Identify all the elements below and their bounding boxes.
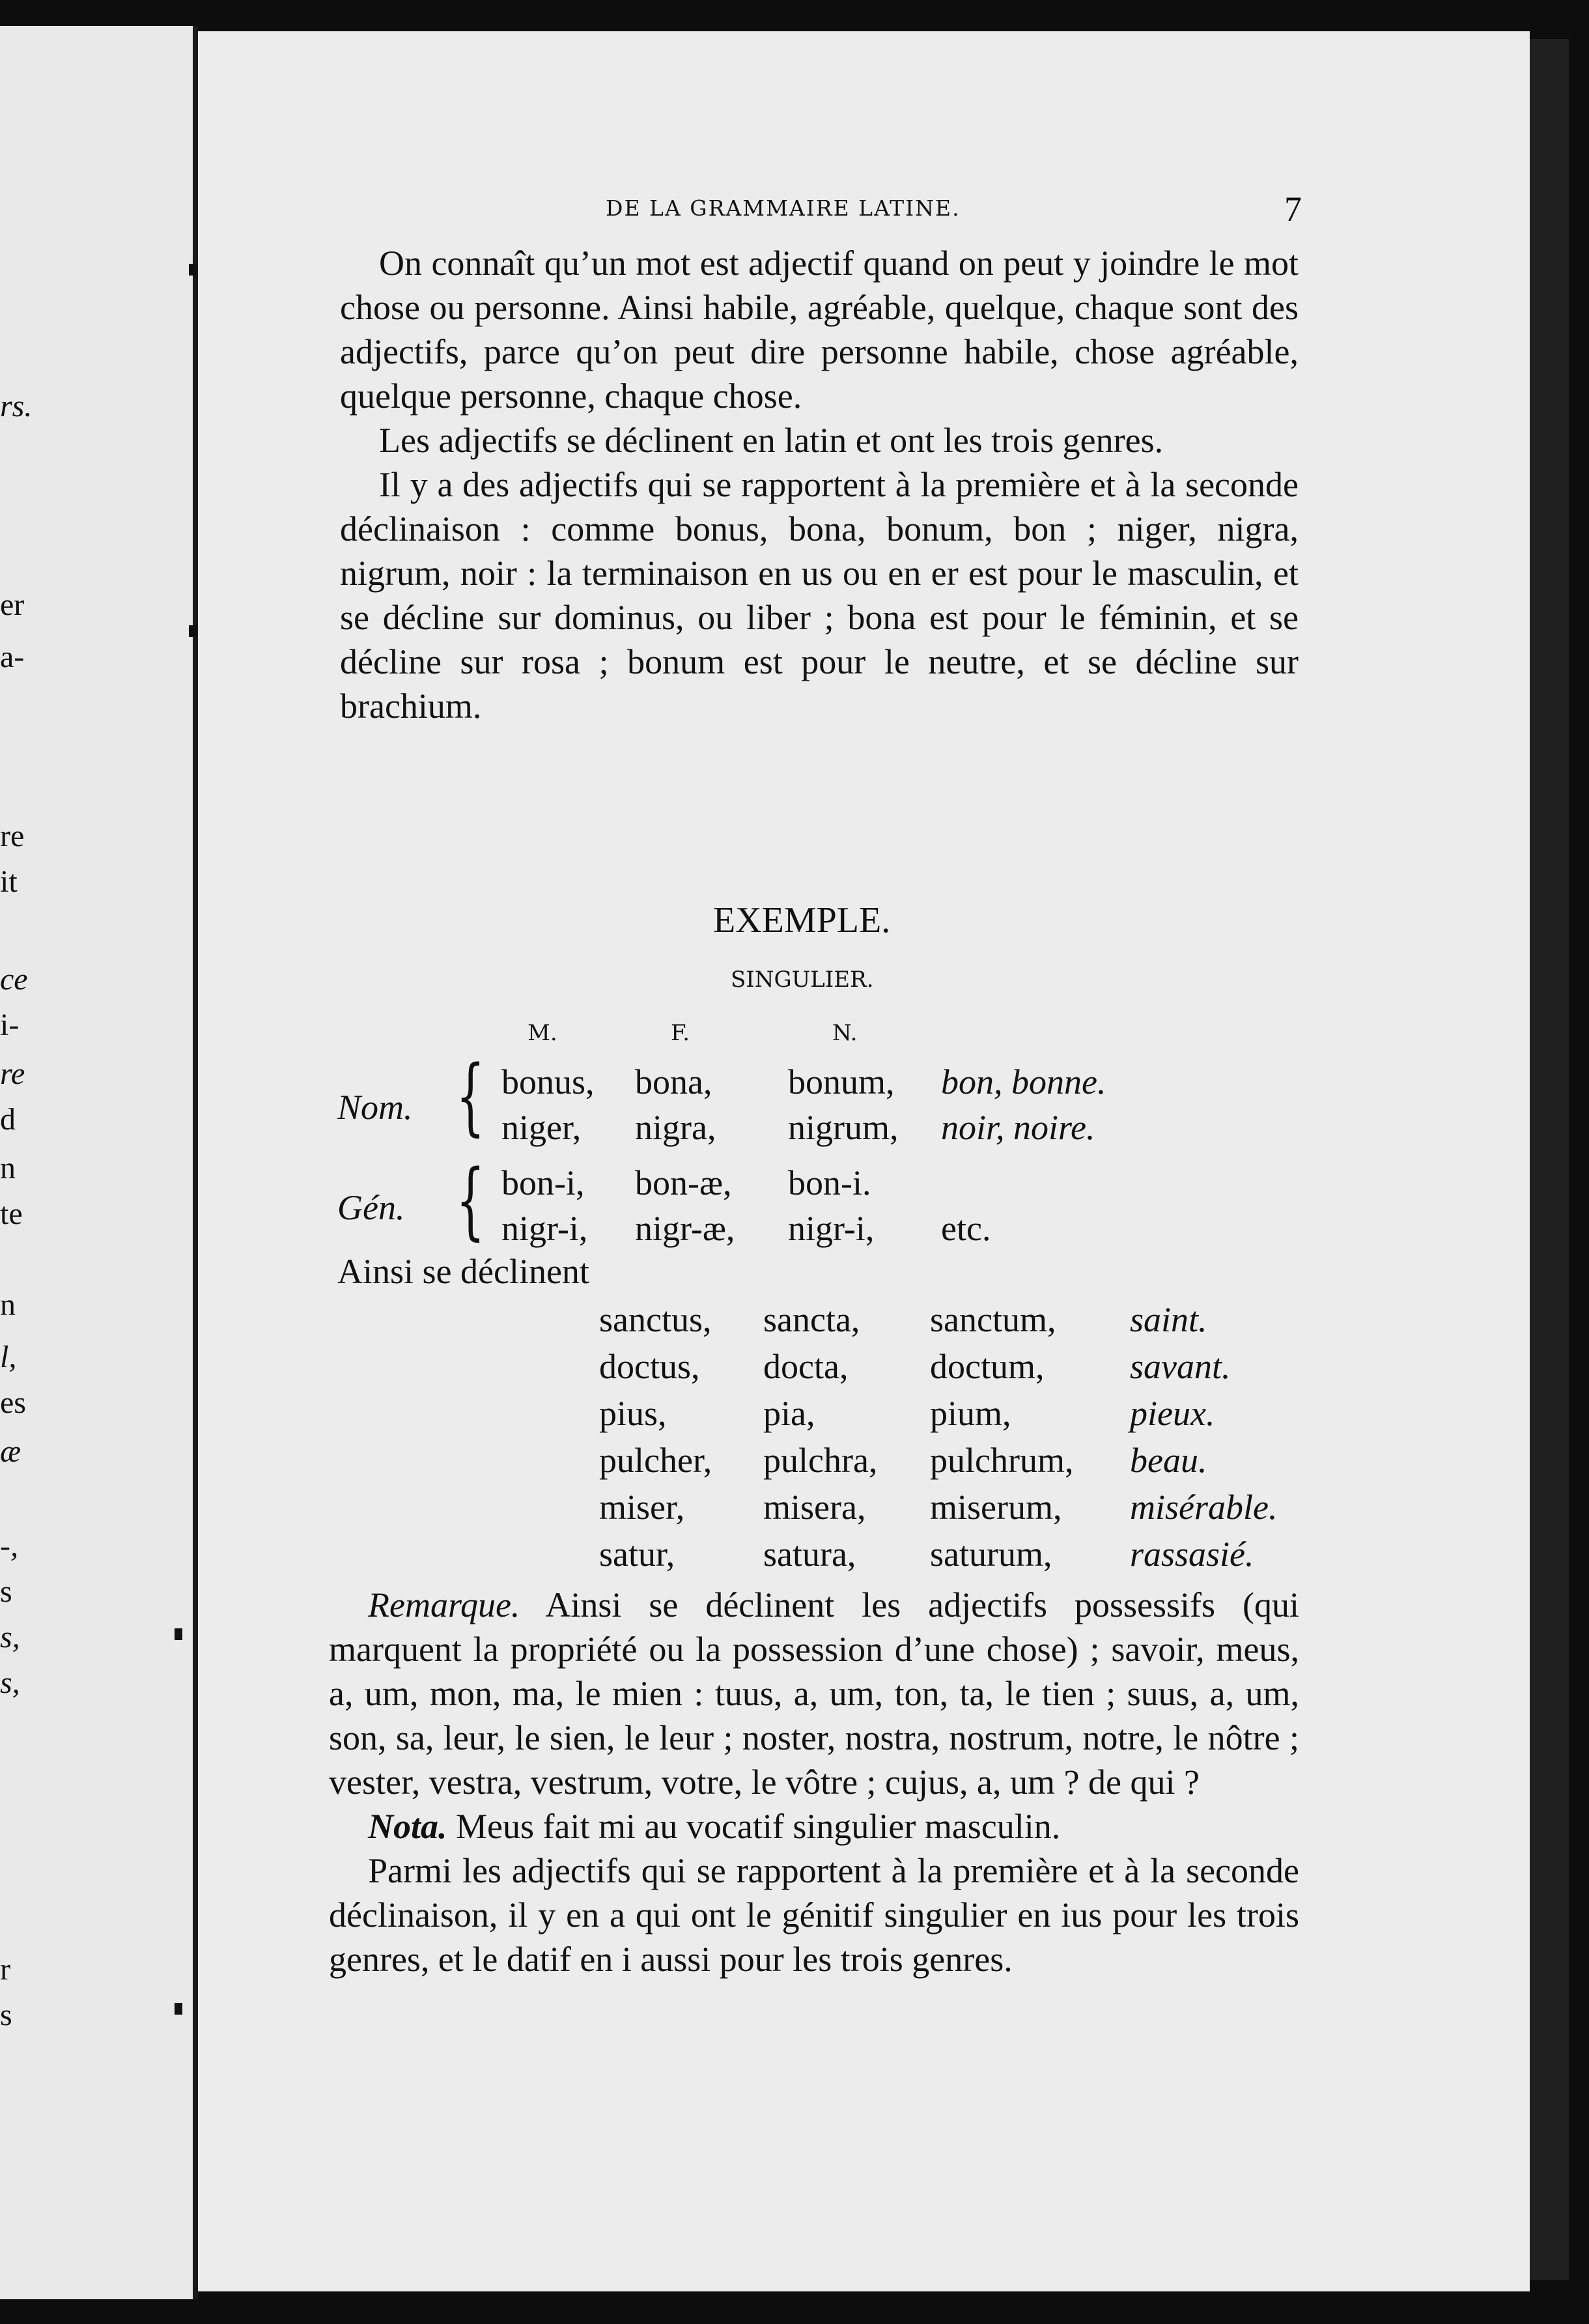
remarque-paragraph — [329, 1583, 1299, 1804]
declined-cell: beau. — [1130, 1441, 1207, 1480]
page-edge — [1530, 39, 1569, 2280]
facing-page — [0, 26, 195, 2299]
nota-paragraph — [329, 1804, 1299, 1849]
paradigm-cell: noir, noire. — [941, 1108, 1095, 1147]
book-gutter — [193, 26, 198, 2299]
declined-cell: rassasié. — [1130, 1535, 1254, 1574]
declined-cell: pius, — [599, 1394, 667, 1433]
declined-cell: miser, — [599, 1488, 685, 1527]
facing-page-fragment: d — [0, 1102, 16, 1137]
gender-n: N. — [832, 1020, 858, 1046]
declined-cell: sanctus, — [599, 1300, 712, 1339]
nota-text: Meus fait mi au vocatif singulier masculin. — [456, 1807, 1061, 1846]
example-title: EXEMPLE. — [713, 900, 891, 941]
binding-mark — [189, 264, 197, 276]
paradigm-cell: bon-i. — [788, 1163, 871, 1202]
declined-cell: misérable. — [1130, 1488, 1278, 1527]
declined-cell: pium, — [930, 1394, 1011, 1433]
facing-page-fragment: a- — [0, 640, 25, 674]
declined-cell: pulcher, — [599, 1441, 712, 1480]
declined-cell: pia, — [763, 1394, 815, 1433]
gen-label: Gén. — [337, 1188, 405, 1227]
nota-label: Nota. — [368, 1807, 447, 1846]
declined-cell: savant. — [1130, 1347, 1231, 1386]
page-number: 7 — [1284, 190, 1302, 229]
facing-page-fragment: rs. — [0, 389, 33, 423]
declined-cell: satura, — [763, 1535, 856, 1574]
paragraph: Les adjectifs se déclinent en latin et ont les trois genres. — [379, 421, 1164, 460]
declined-cell: sancta, — [763, 1300, 860, 1339]
running-title: DE LA GRAMMAIRE LATINE. — [606, 195, 961, 221]
remarks-text — [329, 1583, 1299, 1981]
paradigm-cell: bona, — [635, 1062, 712, 1101]
binding-mark — [189, 625, 197, 637]
remarque-label: Remarque. — [368, 1585, 520, 1624]
paradigm-cell: nigr-i, — [501, 1209, 588, 1248]
paradigm-cell: bon-i, — [501, 1163, 585, 1202]
binding-mark — [175, 1628, 182, 1640]
facing-page-fragment: s — [0, 1574, 12, 1609]
facing-page-fragment: s — [0, 1998, 12, 2032]
paradigm-cell: nigra, — [635, 1108, 716, 1147]
facing-page-fragment: i- — [0, 1008, 20, 1042]
facing-page-fragment: s, — [0, 1620, 20, 1654]
paradigm-cell: bonum, — [788, 1062, 895, 1101]
facing-page-fragment: ce — [0, 962, 28, 997]
declined-cell: miserum, — [930, 1488, 1062, 1527]
facing-page-fragment: re — [0, 1056, 25, 1091]
declined-cell: doctum, — [930, 1347, 1045, 1386]
paradigm-cell: nigr-i, — [788, 1209, 875, 1248]
paradigm-cell: niger, — [501, 1108, 582, 1147]
declined-cell: pieux. — [1130, 1394, 1215, 1433]
paradigm-cell: bonus, — [501, 1062, 595, 1101]
facing-page-fragment: n — [0, 1151, 16, 1185]
facing-page-fragment: -, — [0, 1529, 18, 1563]
paragraph: On connaît qu’un mot est adjectif quand on peut y joindre le mot chose ou personne. Ainsi habile, agréable, quelque, chaque sont des adjectifs, parce qu’on peut dire personne habile, chose agréable, quelque personne, chaque chose. — [340, 244, 1299, 416]
declined-cell: misera, — [763, 1488, 866, 1527]
paragraph: Parmi les adjectifs qui se rapportent à la première et à la seconde déclinaison, il y en a qui ont le génitif singulier en ius pour les trois genres, et le datif en i aussi pour les trois genres. — [329, 1851, 1299, 1979]
example-subtitle: SINGULIER. — [731, 967, 874, 993]
facing-page-fragment: s, — [0, 1665, 20, 1700]
facing-page-fragment: n — [0, 1288, 16, 1322]
declined-cell: pulchrum, — [930, 1441, 1074, 1480]
nom-brace: { — [456, 1048, 485, 1145]
gender-f: F. — [671, 1020, 690, 1046]
facing-page-fragment: l, — [0, 1340, 17, 1374]
binding-mark — [175, 2003, 182, 2015]
paragraph: Il y a des adjectifs qui se rapportent à la première et à la seconde déclinaison : comme bonus, bona, bonum, bon ; niger, nigra, nigrum, noir : la terminaison en us ou en er est pour le masculin, et se décline sur dominus, ou liber ; bona est pour le féminin, et se décline sur rosa ; bonum est pour le neutre, et se décline sur brachium. — [340, 465, 1299, 726]
facing-page-fragment: it — [0, 864, 18, 899]
declined-cell: saint. — [1130, 1300, 1207, 1339]
facing-page-fragment: æ — [0, 1434, 21, 1469]
remarque-text: Ainsi se déclinent les adjectifs possessifs (qui marquent la propriété ou la possession d’une chose) ; savoir, meus, a, um, mon, ma, le mien : tuus, a, um, ton, ta, le tien ; suus, a, um, son, sa, leur, le sien, le leur ; noster, nostra, nostrum, notre, le nôtre ; vester, vestra, vestrum, votre, le vôtre ; cujus, a, um ? de qui ? — [329, 1585, 1299, 1802]
facing-page-fragment: r — [0, 1952, 10, 1987]
facing-page-fragment: er — [0, 588, 25, 622]
gen-brace: { — [456, 1152, 485, 1249]
decline-intro: Ainsi se déclinent — [337, 1252, 589, 1291]
nom-label: Nom. — [337, 1088, 413, 1127]
declined-cell: doctus, — [599, 1347, 700, 1386]
gender-m: M. — [527, 1020, 557, 1046]
paradigm-cell: bon-æ, — [635, 1163, 732, 1202]
declined-cell: saturum, — [930, 1535, 1052, 1574]
paradigm-cell: nigrum, — [788, 1108, 899, 1147]
paradigm-cell: bon, bonne. — [941, 1062, 1106, 1101]
declined-cell: satur, — [599, 1535, 675, 1574]
declined-cell: pulchra, — [763, 1441, 878, 1480]
facing-page-fragment: es — [0, 1385, 26, 1420]
facing-page-fragment: te — [0, 1197, 23, 1231]
paradigm-cell: etc. — [941, 1209, 991, 1248]
intro-text — [340, 241, 1299, 728]
declined-cell: docta, — [763, 1347, 849, 1386]
facing-page-fragment: re — [0, 819, 25, 853]
declined-cell: sanctum, — [930, 1300, 1056, 1339]
paradigm-cell: nigr-æ, — [635, 1209, 735, 1248]
